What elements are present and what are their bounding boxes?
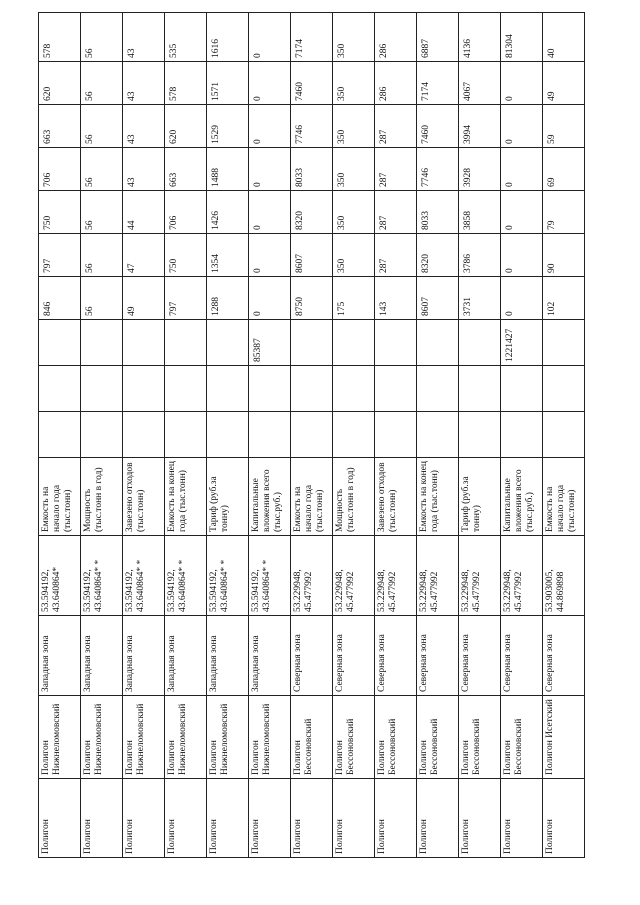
- table-cell: 143: [375, 277, 417, 320]
- table-cell: 0: [501, 191, 543, 234]
- table-cell: Северная зона: [417, 616, 459, 696]
- table-cell: [39, 320, 81, 366]
- table-cell: [543, 412, 585, 458]
- table-cell: Западная зона: [39, 616, 81, 696]
- table-cell: [81, 412, 123, 458]
- table-cell: [123, 320, 165, 366]
- table-cell: 40: [543, 13, 585, 62]
- table-cell: 0: [501, 148, 543, 191]
- table-cell: 287: [375, 191, 417, 234]
- table-cell: 7746: [417, 148, 459, 191]
- table-cell: 663: [39, 105, 81, 148]
- table-cell: 706: [39, 148, 81, 191]
- table-cell: 47: [123, 234, 165, 277]
- table-cell: Полигон: [123, 779, 165, 858]
- table-cell: [81, 366, 123, 412]
- table-cell: 56: [81, 277, 123, 320]
- table-cell: 53.594192, 43.640864* *: [249, 536, 291, 616]
- table-cell: 750: [165, 234, 207, 277]
- table-cell: Полигон Бессоновский: [333, 696, 375, 779]
- table-cell: 0: [249, 277, 291, 320]
- table-cell: Северная зона: [543, 616, 585, 696]
- table-cell: 49: [123, 277, 165, 320]
- table-cell: 6887: [417, 13, 459, 62]
- table-cell: Емкость на конец года (тыс.тонн): [165, 458, 207, 536]
- table-cell: 350: [333, 62, 375, 105]
- table-cell: 287: [375, 234, 417, 277]
- table-cell: [417, 320, 459, 366]
- table-cell: 53.229948, 45.477992: [459, 536, 501, 616]
- table-cell: Полигон Бессоновский: [501, 696, 543, 779]
- table-cell: 0: [249, 234, 291, 277]
- table-cell: Полигон Нижнеломовский: [39, 696, 81, 779]
- table-cell: 81304: [501, 13, 543, 62]
- table-row: [291, 13, 333, 858]
- table-cell: Тариф (руб.за тонну): [207, 458, 249, 536]
- table-cell: 350: [333, 105, 375, 148]
- table-cell: 7460: [417, 105, 459, 148]
- table-cell: 1426: [207, 191, 249, 234]
- table-row: [333, 13, 375, 858]
- table-cell: 7746: [291, 105, 333, 148]
- table-cell: 0: [501, 234, 543, 277]
- table-cell: Северная зона: [375, 616, 417, 696]
- table-cell: 535: [165, 13, 207, 62]
- table-cell: 286: [375, 62, 417, 105]
- table-row: [417, 13, 459, 858]
- table-cell: 8033: [417, 191, 459, 234]
- table-body: [39, 13, 585, 858]
- table-row: [375, 13, 417, 858]
- table-cell: Полигон: [375, 779, 417, 858]
- table-cell: Западная зона: [165, 616, 207, 696]
- table-cell: Полигон: [543, 779, 585, 858]
- table-row: [501, 13, 543, 858]
- table-cell: Полигон: [39, 779, 81, 858]
- table-cell: 8320: [291, 191, 333, 234]
- table-cell: [165, 320, 207, 366]
- data-table: [38, 12, 585, 858]
- table-cell: Западная зона: [207, 616, 249, 696]
- table-cell: [165, 412, 207, 458]
- table-cell: [459, 366, 501, 412]
- table-cell: 1616: [207, 13, 249, 62]
- table-cell: Полигон: [207, 779, 249, 858]
- table-cell: 0: [501, 277, 543, 320]
- table-cell: [291, 320, 333, 366]
- table-cell: Капитальные вложения всего (тыс.руб.): [249, 458, 291, 536]
- table-cell: 43: [123, 105, 165, 148]
- table-cell: 56: [81, 191, 123, 234]
- table-cell: Полигон Бессоновский: [459, 696, 501, 779]
- table-cell: 287: [375, 148, 417, 191]
- table-cell: [123, 412, 165, 458]
- table-cell: Северная зона: [291, 616, 333, 696]
- table-cell: Северная зона: [459, 616, 501, 696]
- table-cell: Полигон Бессоновский: [291, 696, 333, 779]
- table-cell: [207, 366, 249, 412]
- table-cell: [123, 366, 165, 412]
- table-cell: Северная зона: [501, 616, 543, 696]
- table-cell: 846: [39, 277, 81, 320]
- table-cell: 350: [333, 13, 375, 62]
- table-cell: Полигон Нижнеломовский: [207, 696, 249, 779]
- table-row: [249, 13, 291, 858]
- table-cell: 1529: [207, 105, 249, 148]
- table-cell: 3928: [459, 148, 501, 191]
- table-cell: 620: [39, 62, 81, 105]
- table-cell: 43: [123, 148, 165, 191]
- table-cell: Западная зона: [123, 616, 165, 696]
- table-cell: Емкость на начало года (тыс.тонн): [291, 458, 333, 536]
- table-cell: Полигон Бессоновский: [417, 696, 459, 779]
- table-cell: [291, 366, 333, 412]
- table-cell: 287: [375, 105, 417, 148]
- table-cell: 3858: [459, 191, 501, 234]
- table-cell: Полигон: [291, 779, 333, 858]
- table-cell: 350: [333, 234, 375, 277]
- table-cell: 4136: [459, 13, 501, 62]
- table-cell: 53.229948, 45.477992: [375, 536, 417, 616]
- table-cell: [375, 412, 417, 458]
- table-cell: 750: [39, 191, 81, 234]
- table-row: [39, 13, 81, 858]
- table-cell: 7174: [291, 13, 333, 62]
- table-cell: 90: [543, 234, 585, 277]
- table-cell: [207, 412, 249, 458]
- table-cell: 53.594192, 43.640864* *: [207, 536, 249, 616]
- table-cell: 8033: [291, 148, 333, 191]
- table-cell: 8320: [417, 234, 459, 277]
- table-cell: 53.229948, 45.477992: [291, 536, 333, 616]
- table-cell: 3994: [459, 105, 501, 148]
- table-cell: Емкость на начало года (тыс.тонн): [39, 458, 81, 536]
- table-cell: Тариф (руб.за тонну): [459, 458, 501, 536]
- table-cell: 1354: [207, 234, 249, 277]
- table-cell: [249, 412, 291, 458]
- table-cell: 53.594192, 43.640864* *: [81, 536, 123, 616]
- table-cell: 7174: [417, 62, 459, 105]
- table-cell: 53.229948, 45.477992: [417, 536, 459, 616]
- table-cell: [333, 366, 375, 412]
- table-cell: 56: [81, 62, 123, 105]
- table-cell: 43: [123, 13, 165, 62]
- table-cell: 56: [81, 105, 123, 148]
- table-cell: 8750: [291, 277, 333, 320]
- table-cell: 43: [123, 62, 165, 105]
- table-cell: [459, 412, 501, 458]
- table-cell: Полигон: [249, 779, 291, 858]
- table-row: [207, 13, 249, 858]
- table-cell: [375, 366, 417, 412]
- table-cell: [375, 320, 417, 366]
- table-cell: Полигон Нижнеломовский: [81, 696, 123, 779]
- table-cell: 350: [333, 148, 375, 191]
- table-cell: Полигон Нижнеломовский: [123, 696, 165, 779]
- table-cell: Полигон Нижнеломовский: [165, 696, 207, 779]
- table-row: [459, 13, 501, 858]
- table-cell: 3731: [459, 277, 501, 320]
- table-cell: Полигон Бессоновский: [375, 696, 417, 779]
- table-cell: Емкость на конец года (тыс.тонн): [417, 458, 459, 536]
- table-cell: Капитальные вложения всего (тыс.руб.): [501, 458, 543, 536]
- table-cell: Полигон: [417, 779, 459, 858]
- table-cell: 350: [333, 191, 375, 234]
- table-row: [165, 13, 207, 858]
- table-cell: 49: [543, 62, 585, 105]
- table-cell: Северная зона: [333, 616, 375, 696]
- table-cell: Мощность (тыс.тонн в год): [333, 458, 375, 536]
- table-cell: Емкость на начало года (тыс.тонн): [543, 458, 585, 536]
- table-cell: [417, 412, 459, 458]
- table-cell: 53.229948, 45.477992: [501, 536, 543, 616]
- table-cell: 578: [165, 62, 207, 105]
- table-cell: 59: [543, 105, 585, 148]
- table-cell: 0: [501, 105, 543, 148]
- table-cell: [165, 366, 207, 412]
- table-cell: 53.594192, 43.640864* *: [165, 536, 207, 616]
- table-cell: 0: [249, 105, 291, 148]
- table-cell: 1288: [207, 277, 249, 320]
- table-cell: 286: [375, 13, 417, 62]
- table-cell: 53.594192, 43.640864* *: [123, 536, 165, 616]
- table-row: [543, 13, 585, 858]
- table-cell: [333, 412, 375, 458]
- table-cell: 0: [249, 13, 291, 62]
- table-cell: 53.229948, 45.477992: [333, 536, 375, 616]
- table-cell: Полигон: [501, 779, 543, 858]
- table-cell: 4067: [459, 62, 501, 105]
- table-cell: [543, 366, 585, 412]
- table-cell: [501, 366, 543, 412]
- table-cell: [39, 366, 81, 412]
- table-cell: 663: [165, 148, 207, 191]
- table-cell: Мощность (тыс.тонн в год): [81, 458, 123, 536]
- table-cell: 3786: [459, 234, 501, 277]
- table-cell: Полигон: [81, 779, 123, 858]
- table-cell: 797: [39, 234, 81, 277]
- table-cell: 620: [165, 105, 207, 148]
- table-cell: 0: [249, 62, 291, 105]
- table-cell: Полигон: [165, 779, 207, 858]
- table-cell: [207, 320, 249, 366]
- table-cell: 578: [39, 13, 81, 62]
- table-cell: 0: [249, 148, 291, 191]
- table-cell: 53.903005, 44.869898: [543, 536, 585, 616]
- table-cell: Завезено отходов (тыс.тонн): [123, 458, 165, 536]
- table-cell: 706: [165, 191, 207, 234]
- table-cell: 0: [249, 191, 291, 234]
- table-cell: 85387: [249, 320, 291, 366]
- table-row: [81, 13, 123, 858]
- table-cell: 7460: [291, 62, 333, 105]
- table-cell: Западная зона: [249, 616, 291, 696]
- table-cell: 44: [123, 191, 165, 234]
- table-cell: Полигон: [459, 779, 501, 858]
- table-cell: Полигон Исетский: [543, 696, 585, 779]
- table-cell: 56: [81, 234, 123, 277]
- table-cell: Завезено отходов (тыс.тонн): [375, 458, 417, 536]
- table-cell: 1221427: [501, 320, 543, 366]
- table-cell: [459, 320, 501, 366]
- table-cell: 69: [543, 148, 585, 191]
- table-cell: 1571: [207, 62, 249, 105]
- table-cell: 0: [501, 62, 543, 105]
- table-cell: 797: [165, 277, 207, 320]
- table-cell: 1488: [207, 148, 249, 191]
- table-cell: [39, 412, 81, 458]
- table-cell: Полигон Нижнеломовский: [249, 696, 291, 779]
- table-cell: 56: [81, 13, 123, 62]
- table-cell: [81, 320, 123, 366]
- table-cell: Западная зона: [81, 616, 123, 696]
- table-cell: [417, 366, 459, 412]
- table-cell: [291, 412, 333, 458]
- table-cell: Полигон: [333, 779, 375, 858]
- table-cell: [501, 412, 543, 458]
- table-cell: [249, 366, 291, 412]
- table-row: [123, 13, 165, 858]
- table-cell: 8607: [417, 277, 459, 320]
- table-cell: 102: [543, 277, 585, 320]
- table-cell: 175: [333, 277, 375, 320]
- table-cell: 53.594192, 43.640864*: [39, 536, 81, 616]
- table-cell: 56: [81, 148, 123, 191]
- table-cell: 8607: [291, 234, 333, 277]
- table-cell: [333, 320, 375, 366]
- table-cell: 79: [543, 191, 585, 234]
- table-cell: [543, 320, 585, 366]
